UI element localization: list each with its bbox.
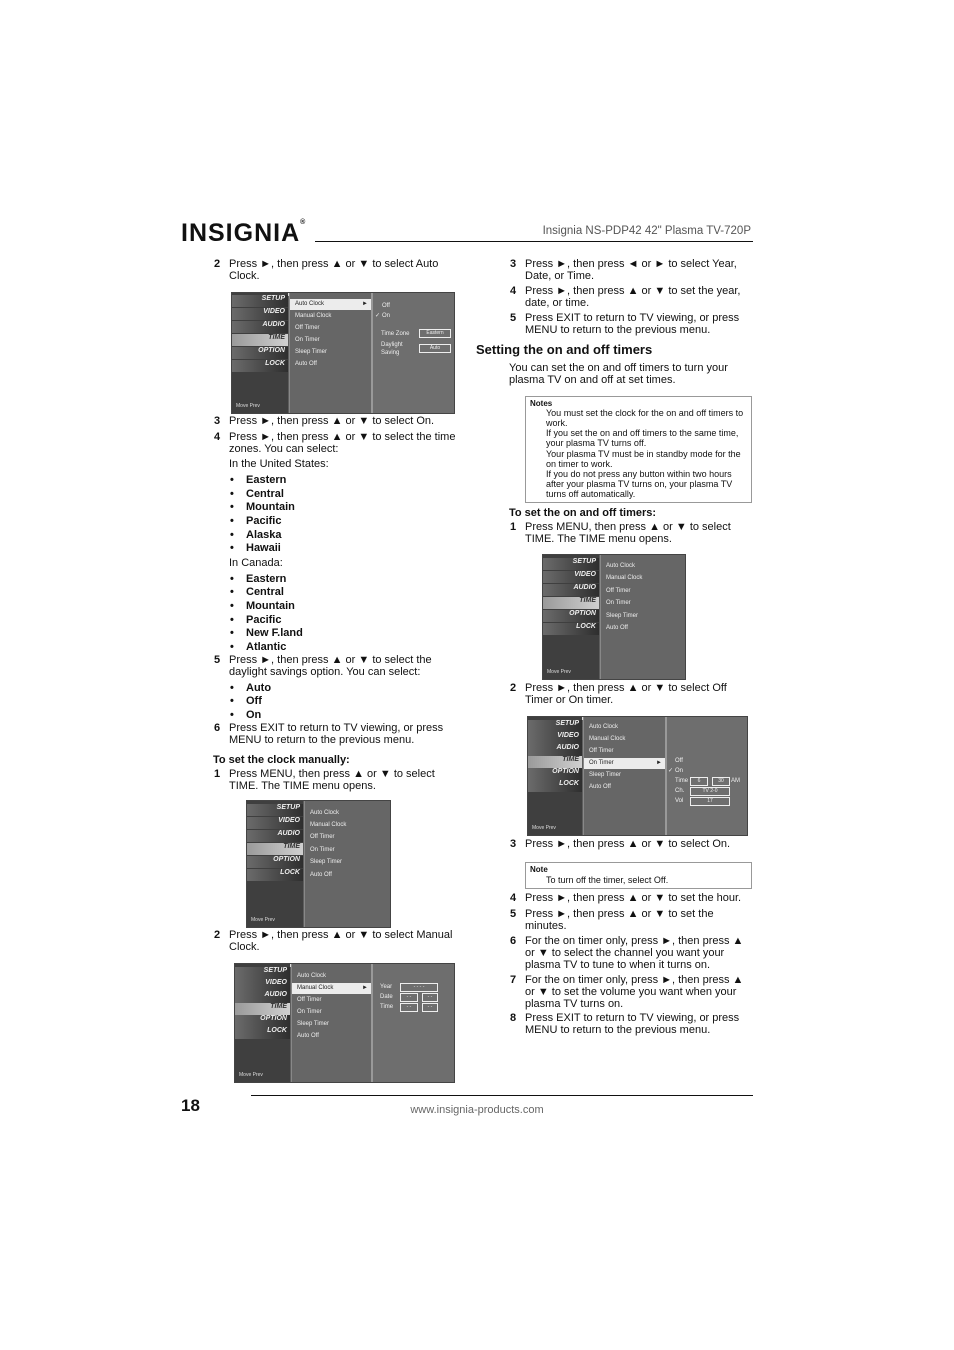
osd-on-timer-panel xyxy=(665,717,748,835)
osd-time-list xyxy=(291,964,372,1082)
menu-item-on-timer: On Timer xyxy=(297,1009,322,1015)
tab-video: VIDEO xyxy=(235,979,290,991)
menu-item-off-timer: Off Timer xyxy=(589,748,614,754)
manual-step-1: 1 Press MENU, then press ▲ or ▼ to select TIME. The TIME menu opens. xyxy=(214,768,435,792)
menu-item-on-timer: On Timer ► xyxy=(584,758,666,769)
menu-item-sleep-timer: Sleep Timer xyxy=(589,772,622,778)
menu-item-auto-off: Auto Off xyxy=(606,625,628,631)
menu-item-manual-clock: Manual Clock xyxy=(606,575,643,581)
header-product: Insignia NS-PDP42 42" Plasma TV-720P xyxy=(542,225,751,237)
manual-step-2: 2 Press ►, then press ▲ or ▼ to select Manual Clock. xyxy=(214,929,453,953)
note-1: You must set the clock for the on and off timers to work. xyxy=(546,408,744,428)
header-rule xyxy=(315,241,753,242)
dst-value: Auto xyxy=(419,344,451,353)
footer-rule xyxy=(251,1095,753,1096)
menu-item-off-timer: Off Timer xyxy=(606,588,631,594)
osd-time-list xyxy=(600,555,686,679)
insignia-logo: INSIGNIA® xyxy=(181,219,307,247)
tz-label: Time Zone xyxy=(381,331,410,337)
timer-hour-value: 6 xyxy=(690,777,708,786)
section-title-timers: Setting the on and off timers xyxy=(476,342,653,357)
footer-url: www.insignia-products.com xyxy=(410,1104,544,1116)
tz-value: Eastern xyxy=(419,329,451,338)
tab-video: VIDEO xyxy=(528,732,582,744)
menu-item-sleep-timer: Sleep Timer xyxy=(606,613,639,619)
tab-audio: AUDIO xyxy=(543,584,599,596)
timer-vol-value: 17 xyxy=(690,797,730,806)
timer-min-value: 30 xyxy=(712,777,730,786)
ca-zone-central: • Central xyxy=(246,586,284,598)
tab-audio: AUDIO xyxy=(235,991,290,1003)
us-zone-eastern: • Eastern xyxy=(246,474,286,486)
osd-footer: Move Prev xyxy=(239,1072,263,1078)
osd-on-timer xyxy=(527,716,748,836)
notes-label: Notes xyxy=(530,399,553,408)
timer-vol-label: Vol xyxy=(675,798,684,804)
us-zone-central: • Central xyxy=(246,488,284,500)
menu-item-auto-clock: Auto Clock xyxy=(589,724,619,730)
tab-lock: LOCK xyxy=(232,360,288,372)
us-zone-alaska: • Alaska xyxy=(246,529,281,541)
osd-manual-clock xyxy=(234,963,455,1083)
timer-ch-label: Ch. xyxy=(675,788,685,794)
menu-item-auto-clock: Auto Clock xyxy=(310,810,340,816)
timer-ampm: AM xyxy=(731,778,740,784)
menu-item-manual-clock: Manual Clock xyxy=(589,736,626,742)
time-min-value: - - xyxy=(422,1003,438,1012)
time-hour-value: - - xyxy=(400,1003,418,1012)
menu-item-auto-off: Auto Off xyxy=(310,872,332,878)
timer-step-4: 4 Press ►, then press ▲ or ▼ to set the hour. xyxy=(510,892,742,904)
menu-item-off-timer: Off Timer xyxy=(295,325,320,331)
menu-item-manual-clock: Manual Clock xyxy=(310,822,347,828)
osd-footer: Move Prev xyxy=(532,825,556,831)
tab-option: OPTION xyxy=(232,347,288,359)
tab-setup: SETUP xyxy=(247,804,303,816)
tab-time: TIME xyxy=(235,1003,290,1015)
us-zone-pacific: • Pacific xyxy=(246,515,281,527)
osd-manual-clock-panel xyxy=(371,964,455,1082)
tab-option: OPTION xyxy=(528,768,582,780)
osd-tab-panel xyxy=(235,964,290,1082)
osd-footer: Move Prev xyxy=(547,669,571,675)
menu-item-sleep-timer: Sleep Timer xyxy=(295,349,328,355)
note-text: To turn off the timer, select Off. xyxy=(546,875,669,885)
tab-lock: LOCK xyxy=(528,780,582,792)
right-step-5: 5 Press EXIT to return to TV viewing, or press MENU to return to the previous menu. xyxy=(510,312,740,336)
timer-time-label: Time xyxy=(675,778,689,784)
timer-opt-off: Off xyxy=(675,758,683,764)
year-label: Year xyxy=(380,984,393,990)
timer-step-1: 1 Press MENU, then press ▲ or ▼ to select TIME. The TIME menu opens. xyxy=(510,521,731,545)
step-6-exit: 6 Press EXIT to return to TV viewing, or press MENU to return to the previous menu. xyxy=(214,722,444,746)
tab-lock: LOCK xyxy=(247,869,303,881)
menu-item-on-timer: On Timer xyxy=(295,337,320,343)
menu-item-sleep-timer: Sleep Timer xyxy=(310,859,343,865)
tab-time: TIME xyxy=(528,756,582,768)
tab-video: VIDEO xyxy=(232,308,288,320)
menu-item-on-timer: On Timer xyxy=(310,847,335,853)
menu-item-manual-clock: Manual Clock ► xyxy=(292,983,372,994)
osd-tab-panel xyxy=(232,293,288,413)
ca-label: In Canada: xyxy=(229,557,283,569)
timers-heading: To set the on and off timers: xyxy=(509,507,657,519)
osd-auto-clock xyxy=(231,292,455,414)
menu-item-auto-off: Auto Off xyxy=(589,784,611,790)
year-value: - - - - xyxy=(400,983,438,992)
right-step-3: 3 Press ►, then press ◄ or ► to select Year, Date, or Time. xyxy=(510,258,737,282)
osd-time-menu-right xyxy=(542,554,686,680)
opt-off: Off xyxy=(382,303,390,309)
timer-step-8: 8 Press EXIT to return to TV viewing, or press MENU to return to the previous menu. xyxy=(510,1012,740,1036)
us-label: In the United States: xyxy=(229,458,329,470)
menu-item-auto-off: Auto Off xyxy=(297,1033,319,1039)
dst-opt-off: • Off xyxy=(246,695,262,707)
tab-setup: SETUP xyxy=(528,720,582,732)
tab-setup: SETUP xyxy=(232,295,288,307)
tab-time: TIME xyxy=(232,334,288,346)
menu-item-sleep-timer: Sleep Timer xyxy=(297,1021,330,1027)
date-month-value: - - xyxy=(400,993,418,1002)
check-icon: ✓ xyxy=(668,768,674,774)
page-number: 18 xyxy=(181,1096,200,1115)
check-icon: ✓ xyxy=(375,313,381,319)
right-step-4: 4 Press ►, then press ▲ or ▼ to set the year, date, or time. xyxy=(510,285,741,309)
menu-item-auto-clock: Auto Clock xyxy=(297,973,327,979)
osd-time-list xyxy=(304,801,391,927)
note-label: Note xyxy=(530,865,548,874)
step-5-daylight: 5 Press ►, then press ▲ or ▼ to select the daylight savings option. You can select: xyxy=(214,654,432,678)
timer-step-3: 3 Press ►, then press ▲ or ▼ to select On. xyxy=(510,838,731,850)
tab-video: VIDEO xyxy=(543,571,599,583)
osd-footer: Move Prev xyxy=(251,917,275,923)
ca-zone-mountain: • Mountain xyxy=(246,600,295,612)
tab-lock: LOCK xyxy=(543,623,599,635)
osd-tab-panel xyxy=(528,717,582,835)
note-2: If you set the on and off timers to the same time, your plasma TV turns off. xyxy=(546,428,739,448)
notes-box xyxy=(525,396,752,503)
tab-audio: AUDIO xyxy=(232,321,288,333)
osd-auto-clock-panel xyxy=(371,293,455,413)
opt-on: On xyxy=(382,313,391,319)
dst-label: Daylight Saving xyxy=(381,342,403,356)
menu-item-manual-clock: Manual Clock xyxy=(295,313,332,319)
note-box xyxy=(525,862,752,889)
timer-opt-on: On xyxy=(675,768,684,774)
menu-item-off-timer: Off Timer xyxy=(310,834,335,840)
menu-item-auto-clock: Auto Clock xyxy=(606,563,636,569)
tab-setup: SETUP xyxy=(543,558,599,570)
tab-option: OPTION xyxy=(543,610,599,622)
menu-item-off-timer: Off Timer xyxy=(297,997,322,1003)
us-zone-mountain: • Mountain xyxy=(246,501,295,513)
tab-time: TIME xyxy=(543,597,599,609)
timer-step-5: 5 Press ►, then press ▲ or ▼ to set the minutes. xyxy=(510,908,714,932)
ca-zone-newfland: • New F.land xyxy=(246,627,303,639)
osd-tab-panel xyxy=(247,801,303,927)
note-3: Your plasma TV must be in standby mode for the on timer to work. xyxy=(546,449,741,469)
osd-time-list xyxy=(583,717,666,835)
tab-setup: SETUP xyxy=(235,967,290,979)
date-label: Date xyxy=(380,994,393,1000)
date-day-value: - - xyxy=(422,993,438,1002)
ca-zone-atlantic: • Atlantic xyxy=(246,641,286,653)
step-4-time-zone: 4 Press ►, then press ▲ or ▼ to select the time zones. You can select: xyxy=(214,431,456,455)
ca-zone-eastern: • Eastern xyxy=(246,573,286,585)
osd-footer: Move Prev xyxy=(236,403,260,409)
menu-item-on-timer: On Timer xyxy=(606,600,631,606)
osd-time-list xyxy=(289,293,372,413)
tab-option: OPTION xyxy=(247,856,303,868)
ca-zone-pacific: • Pacific xyxy=(246,614,281,626)
dst-opt-auto: • Auto xyxy=(246,682,271,694)
menu-item-auto-off: Auto Off xyxy=(295,361,317,367)
step-3-on: 3 Press ►, then press ▲ or ▼ to select On. xyxy=(214,415,435,427)
tab-option: OPTION xyxy=(235,1015,290,1027)
manual-clock-heading: To set the clock manually: xyxy=(213,754,350,766)
osd-time-menu-left xyxy=(246,800,391,928)
timer-step-6: 6 For the on timer only, press ►, then press ▲ or ▼ to select the channel you want your plasma TV to tune to when it turns on. xyxy=(510,935,744,971)
tab-audio: AUDIO xyxy=(528,744,582,756)
tab-audio: AUDIO xyxy=(247,830,303,842)
timer-step-2: 2 Press ►, then press ▲ or ▼ to select Off Timer or On timer. xyxy=(510,682,727,706)
timer-step-7: 7 For the on timer only, press ►, then press ▲ or ▼ to set the volume you want when your plasma TV turns on. xyxy=(510,974,744,1010)
osd-tab-panel xyxy=(543,555,599,679)
tab-video: VIDEO xyxy=(247,817,303,829)
timers-intro: You can set the on and off timers to turn your plasma TV on and off at set times. xyxy=(509,362,728,386)
dst-opt-on: • On xyxy=(246,709,261,721)
tab-lock: LOCK xyxy=(235,1027,290,1039)
note-4: If you do not press any button within two hours after your plasma TV turns on, your plasma TV turns off automatically. xyxy=(546,469,733,499)
timer-ch-value: TV 2-0 xyxy=(690,787,730,796)
us-zone-hawaii: • Hawaii xyxy=(246,542,281,554)
time-label: Time xyxy=(380,1004,394,1010)
menu-item-auto-clock: Auto Clock ► xyxy=(290,299,372,310)
tab-time: TIME xyxy=(247,843,303,855)
step-2-auto-clock: 2 Press ►, then press ▲ or ▼ to select Auto Clock. xyxy=(214,258,439,282)
